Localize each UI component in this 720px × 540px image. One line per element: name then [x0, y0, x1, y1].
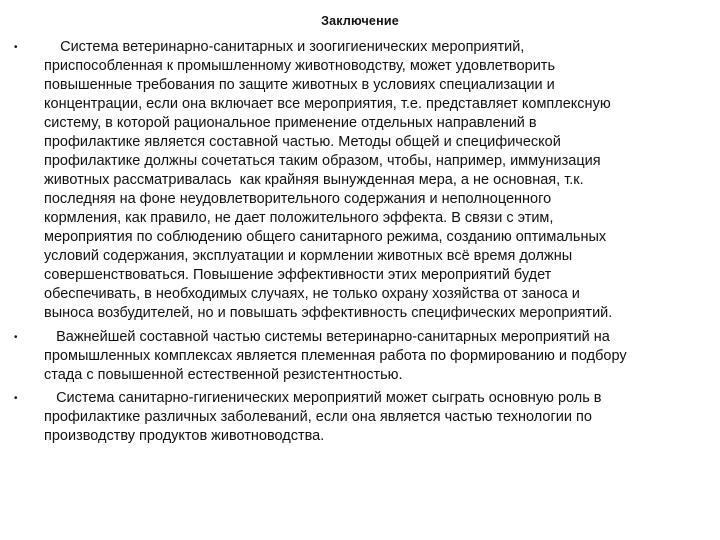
- paragraph-line: животных рассматривалась как крайняя вынужденная мера, а не основная, т.к.: [44, 172, 584, 188]
- paragraph-2: [44, 328, 692, 385]
- paragraph-line: профилактике должны сочетаться таким образом, чтобы, например, иммунизация: [44, 153, 601, 169]
- paragraph-line: Система санитарно-гигиенических мероприятий может сыграть основную роль в: [44, 390, 602, 406]
- paragraph-line: совершенствоваться. Повышение эффективности этих мероприятий будет: [44, 267, 552, 283]
- bullet-icon: •: [14, 393, 18, 404]
- paragraph-line: концентрации, если она включает все мероприятия, т.е. представляет комплексную: [44, 96, 611, 112]
- paragraph-line: приспособленная к промышленному животноводству, может удовлетворить: [44, 58, 555, 74]
- paragraph-line: последняя на фоне неудовлетворительного содержания и неполноценного: [44, 191, 552, 207]
- paragraph-line: профилактике является составной частью. Методы общей и специфической: [44, 134, 561, 150]
- paragraph-line: стада с повышенной естественной резистентностью.: [44, 367, 403, 383]
- paragraph-3: [44, 389, 692, 446]
- paragraph-line: Система ветеринарно-санитарных и зоогигиенических мероприятий,: [44, 39, 525, 55]
- paragraph-line: кормления, как правило, не дает положительного эффекта. В связи с этим,: [44, 210, 554, 226]
- paragraph-line: мероприятия по соблюдению общего санитарного режима, созданию оптимальных: [44, 229, 607, 245]
- paragraph-line: промышленных комплексах является племенная работа по формированию и подбору: [44, 348, 627, 364]
- paragraph-line: выноса возбудителей, но и повышать эффективность специфических мероприятий.: [44, 305, 613, 321]
- paragraph-line: условий содержания, эксплуатации и кормлении животных всё время должны: [44, 248, 573, 264]
- paragraph-line: профилактике различных заболеваний, если она является частью технологии по: [44, 409, 592, 425]
- bullet-icon: •: [14, 332, 18, 343]
- paragraph-line: систему, в которой рациональное применение отдельных направлений в: [44, 115, 537, 131]
- bullet-icon: •: [14, 42, 18, 53]
- page-title: Заключение: [321, 14, 399, 28]
- paragraph-line: обеспечивать, в необходимых случаях, не только охрану хозяйства от заноса и: [44, 286, 580, 302]
- paragraph-line: производству продуктов животноводства.: [44, 428, 325, 444]
- paragraph-line: Важнейшей составной частью системы ветеринарно-санитарных мероприятий на: [44, 329, 610, 345]
- paragraph-1: [44, 38, 692, 323]
- paragraph-line: повышенные требования по защите животных в условиях специализации и: [44, 77, 555, 93]
